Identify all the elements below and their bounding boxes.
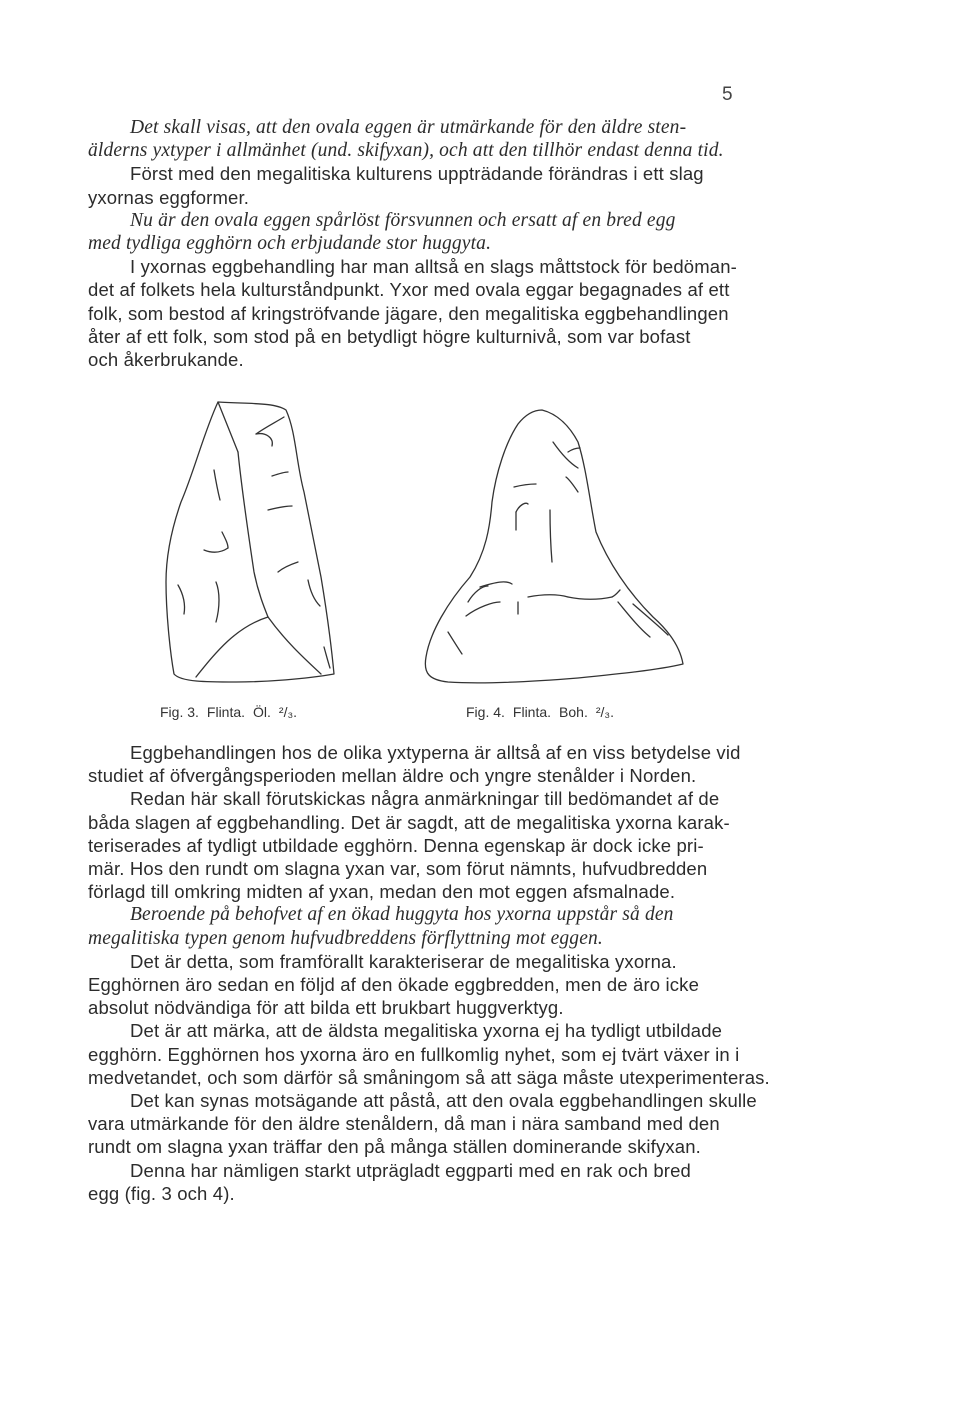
text-line: teriserades af tydligt utbildade egghörn. Denna egenskap är dock icke pri- <box>88 834 704 856</box>
text-line: Det är att märka, att de äldsta megalitiska yxorna ej ha tydligt utbildade <box>130 1020 723 1042</box>
top-paragraph <box>88 116 760 371</box>
figure-4 <box>418 392 698 720</box>
text-line: Egghörnen äro sedan en följd af den ökade eggbredden, men de äro icke <box>88 974 700 996</box>
text-line: yxornas eggformer. <box>88 186 250 208</box>
page-number: 5 <box>722 84 733 105</box>
figure-3-caption <box>160 704 297 720</box>
figure-4-place: Boh. <box>559 704 588 720</box>
text-line: Beroende på behofvet af en ökad huggyta hos yxorna uppstår så den <box>130 904 674 926</box>
figure-3-number: Fig. 3. <box>160 704 199 720</box>
bottom-paragraph <box>88 741 770 1205</box>
text-line: Det är detta, som framförallt karakteriserar de megalitiska yxorna. <box>130 950 677 972</box>
text-line: Det skall visas, att den ovala eggen är utmärkande för den äldre sten- <box>130 117 687 138</box>
text-line: folk, som bestod af kringströfvande jägare, den megalitiska eggbehandlingen <box>88 302 729 324</box>
text-line: åter af ett folk, som stod på en betydligt högre kulturnivå, som var bofast <box>88 325 691 347</box>
text-line: förlagd till omkring midten af yxan, medan den mot eggen afsmalnade. <box>88 881 676 903</box>
figure-4-material: Flinta. <box>512 704 552 720</box>
text-line: Redan här skall förutskickas några anmärkningar till bedömandet af de <box>130 788 720 810</box>
text-line: älderns yxtyper i allmänhet (und. skifyxan), och att den tillhör endast denna tid. <box>88 140 724 162</box>
text-line: egghörn. Egghörnen hos yxorna äro en fullkomlig nyhet, som ej tvärt växer in i <box>88 1043 740 1065</box>
text-line: Nu är den ovala eggen spårlöst försvunnen och ersatt af en bred egg <box>130 209 676 231</box>
figure-3 <box>156 392 356 720</box>
text-line: medvetandet, och som därför så småningom så att säga måste utexperimenteras. <box>88 1066 770 1088</box>
figure-3-place: Öl. <box>253 704 271 720</box>
text-line: absolut nödvändiga för att bilda ett brukbart huggverktyg. <box>88 997 564 1019</box>
text-line: Denna har nämligen starkt utprägladt eggparti med en rak och bred <box>130 1159 691 1181</box>
text-line: båda slagen af eggbehandling. Det är sagdt, att de megalitiska yxorna karak- <box>88 811 730 833</box>
figure-4-scale: ²/₃. <box>595 704 614 720</box>
text-line: vara utmärkande för den äldre stenåldern, då man i nära samband med den <box>88 1113 720 1135</box>
figure-3-material: Flinta. <box>206 704 246 720</box>
text-line: I yxornas eggbehandling har man alltså en slags måttstock för bedöman- <box>130 256 737 278</box>
figure-4-axe-drawing <box>418 392 698 692</box>
figure-3-scale: ²/₃. <box>278 704 298 720</box>
text-line: megalitiska typen genom hufvudbreddens förflyttning mot eggen. <box>88 927 603 949</box>
figure-4-caption <box>466 704 614 720</box>
text-line: Eggbehandlingen hos de olika yxtyperna är alltså af en viss betydelse vid <box>130 742 741 763</box>
text-line: egg (fig. 3 och 4). <box>88 1182 235 1204</box>
text-line: studiet af öfvergångsperioden mellan äldre och yngre stenålder i Norden. <box>88 765 697 787</box>
text-line: Först med den megalitiska kulturens uppträdande förändras i ett slag <box>130 163 704 185</box>
text-line: Det kan synas motsägande att påstå, att den ovala eggbehandlingen skulle <box>130 1090 757 1112</box>
text-line: det af folkets hela kulturståndpunkt. Yxor med ovala eggar begagnades af ett <box>88 279 730 301</box>
text-line: rundt om slagna yxan träffar den på många ställen dominerande skifyxan. <box>88 1136 701 1158</box>
text-line: mär. Hos den rundt om slagna yxan var, som förut nämnts, hufvudbredden <box>88 858 708 880</box>
figure-4-number: Fig. 4. <box>466 704 505 720</box>
text-line: med tydliga egghörn och erbjudande stor huggyta. <box>88 233 492 255</box>
text-line: och åkerbrukande. <box>88 349 244 371</box>
figure-3-axe-drawing <box>156 392 356 692</box>
